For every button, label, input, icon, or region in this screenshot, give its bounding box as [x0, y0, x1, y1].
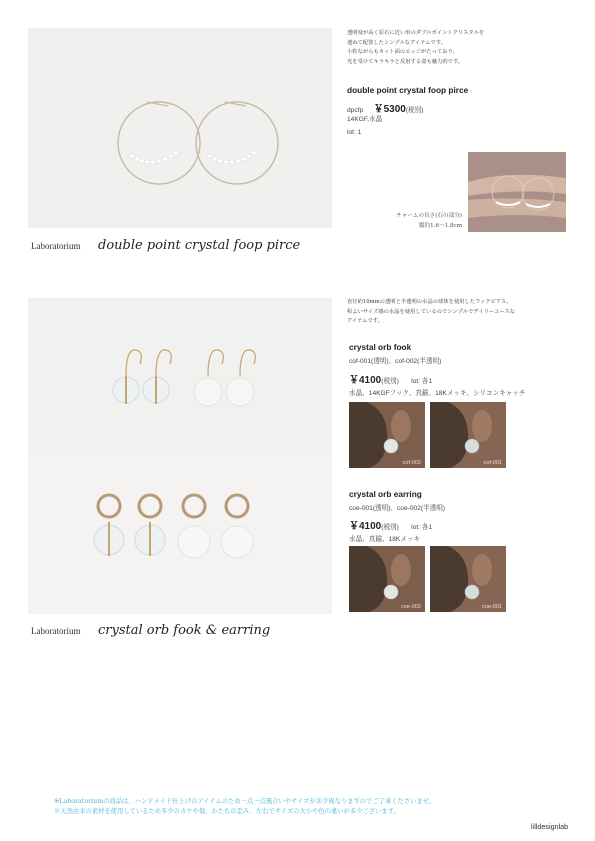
- product2-price: ￥4100: [349, 375, 382, 386]
- product1-title: double point crystal foop pirce: [98, 238, 301, 253]
- ear-illustration: [349, 402, 425, 468]
- product1-price: ￥5300: [373, 104, 406, 115]
- orb-earring-illustration: [28, 456, 332, 614]
- hand-model-photo: [468, 152, 566, 232]
- note-line: ※Laboratoriumの商品は、ハンドメイド仕上げのアイテムのため一点一点風合いやサイズが多少異なりますのでご了承くださいませ。: [54, 798, 436, 805]
- product2-description: [347, 298, 515, 327]
- desc-line: 直径約10mmの透明と半透明の水晶の球体を使用したフックピアス。: [347, 299, 512, 305]
- product1-code: dpcfp: [347, 107, 364, 114]
- product2-codes: cof-001(透明)、cof-002(半透明): [349, 358, 442, 365]
- ear-illustration: [430, 402, 506, 468]
- hand-illustration: [468, 152, 566, 232]
- desc-line: 透明度が高く原石に近い形のダブルポイントクリスタルを: [347, 30, 485, 36]
- thumb-code: coe-002: [401, 604, 421, 610]
- thumb-code: cof-001: [483, 460, 502, 466]
- caption-line: 縦約1.6～1.8cm: [418, 223, 462, 229]
- product2-price-line: [349, 370, 432, 388]
- product2-tax: (税別): [381, 378, 399, 385]
- product3-codes: coe-001(透明)、coe-002(半透明): [349, 505, 446, 512]
- hoop-earrings-photo: [28, 28, 332, 228]
- desc-line: 程よいサイズ感の水晶を使用しているのでシンプルでデイリーユースな: [347, 308, 516, 315]
- brand-label: Laboratorium: [31, 241, 81, 251]
- product3-material: 水晶、真鍮、18Kメッキ: [349, 536, 421, 543]
- crystal-orb-fook-photo: [28, 298, 332, 456]
- crystal-orb-earring-photo: [28, 456, 332, 614]
- model-thumb-coe-001: [430, 546, 506, 612]
- thumb-code: cof-002: [402, 460, 421, 466]
- model-thumb-coe-002: [349, 546, 425, 612]
- product3-title: crystal orb fook & earring: [98, 623, 271, 638]
- product1-material: 14KGF,水晶: [347, 116, 383, 123]
- footer-brand: lilldesignlab: [531, 822, 569, 831]
- product3-tax: (税別): [381, 524, 399, 531]
- orb-fook-illustration: [28, 298, 332, 456]
- product1-lot: lot: 1: [347, 129, 362, 136]
- note-line: ※天然由来の素材を使用しているため多少のカケや傷、かたちの歪み、左右でサイズの大小や色の違いが多少ございます。: [54, 808, 400, 815]
- model-thumb-cof-002: [349, 402, 425, 468]
- desc-line: 小粒ながらもカット面のエッジがたっており、: [347, 49, 459, 56]
- product1-tax: (税別): [405, 107, 424, 114]
- desc-line: 連ねて配置したシンプルなアイテムです。: [347, 39, 446, 46]
- brand-label: Laboratorium: [31, 626, 81, 636]
- product2-material: 水晶、14KGFフック、真鍮、18Kメッキ、シリコンキャッチ: [349, 390, 526, 397]
- product2-lot: lot: 各1: [411, 378, 433, 385]
- desc-line: 光を受けてキラキラと反射する姿も魅力的です。: [347, 58, 464, 65]
- charm-length-caption: [366, 211, 462, 231]
- product3-price: ￥4100: [349, 521, 382, 532]
- caption-line: チャームの長さ(石の部分): [396, 213, 462, 219]
- product2-name: crystal orb fook: [349, 342, 412, 352]
- product1-description: [347, 29, 484, 67]
- desc-line: アイテムです。: [347, 318, 383, 325]
- product3-name: crystal orb earring: [349, 489, 422, 499]
- model-thumb-cof-001: [430, 402, 506, 468]
- product3-price-line: [349, 516, 432, 534]
- product3-lot: lot: 各1: [411, 524, 433, 531]
- care-notes: [54, 797, 435, 817]
- ear-illustration: [430, 546, 506, 612]
- thumb-code: coe-001: [482, 604, 502, 610]
- hoop-earrings-illustration: [28, 28, 332, 228]
- product1-name: double point crystal foop pirce: [347, 85, 469, 95]
- ear-illustration: [349, 546, 425, 612]
